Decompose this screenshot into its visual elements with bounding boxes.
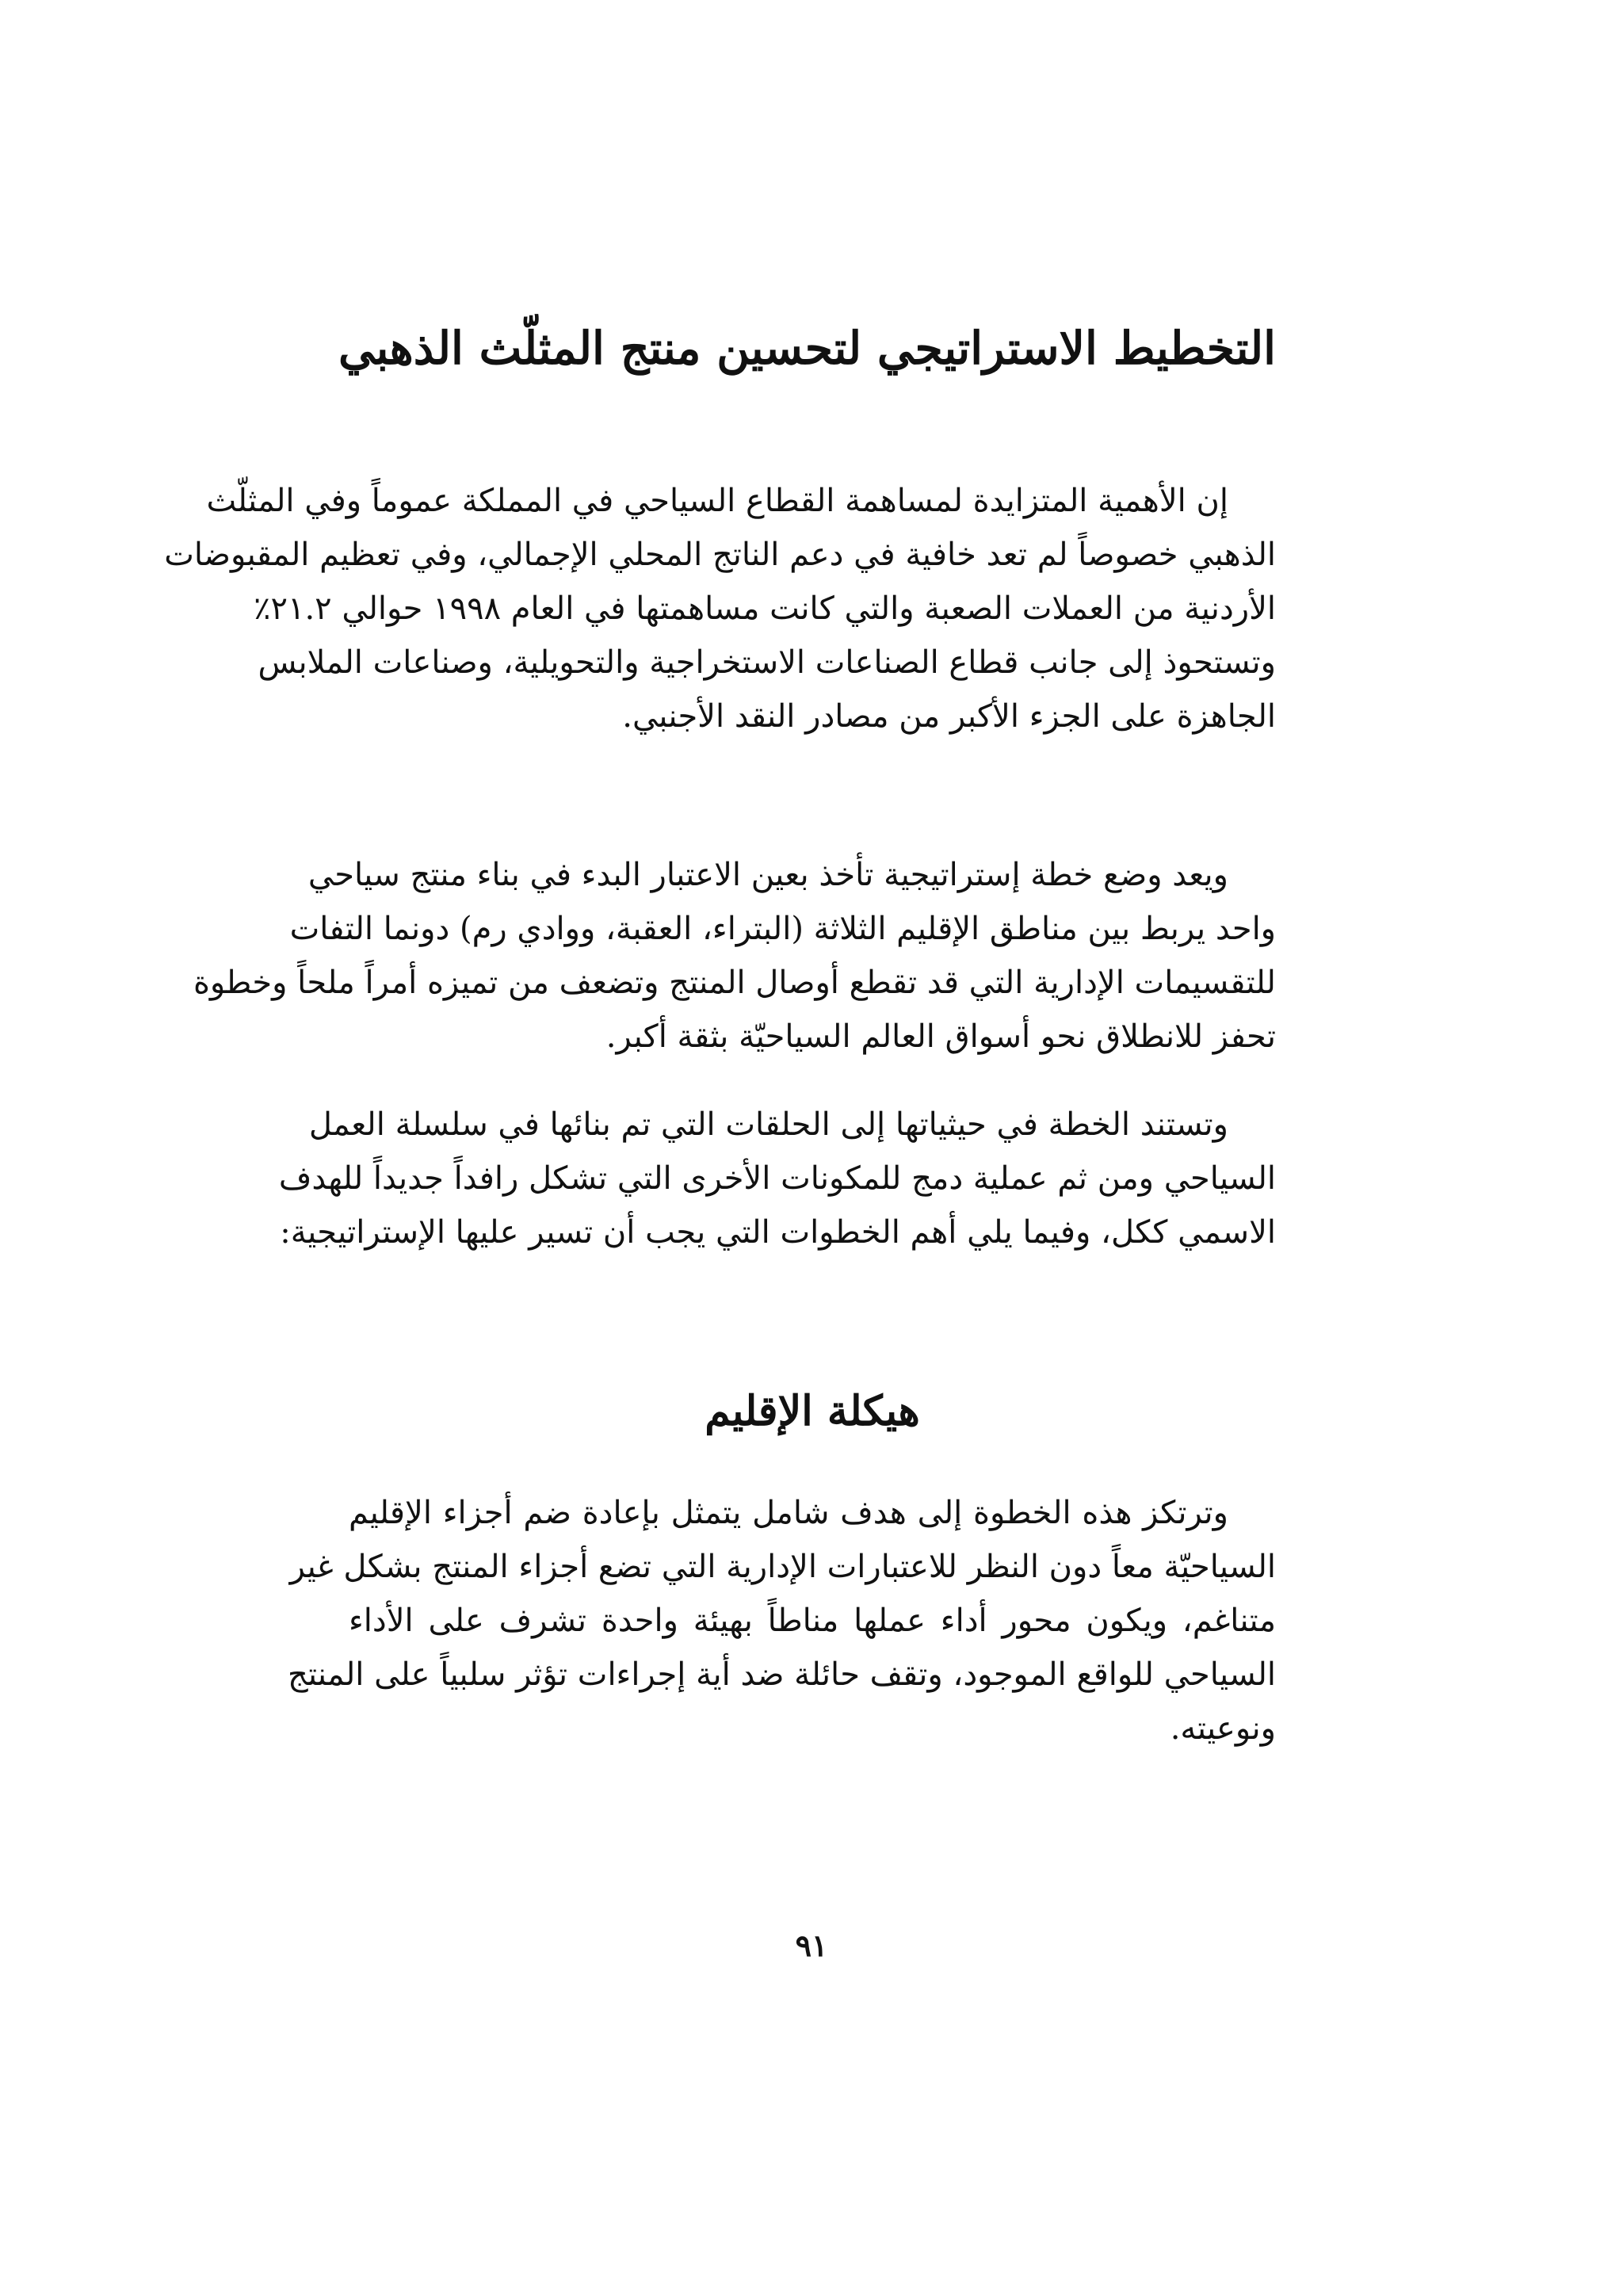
paragraph-line: ونوعيته. — [1170, 1710, 1276, 1747]
paragraph-line: متناغم، ويكون محور أداء عملها مناطاً بهيئة واحدة تشرف على الأداء — [349, 1603, 1276, 1639]
paragraph-tourism-importance — [164, 474, 1276, 743]
paragraph-line: السياحي ومن ثم عملية دمج للمكونات الأخرى التي تشكل رافداً جديداً للهدف — [278, 1160, 1276, 1197]
paragraph-line: الأردنية من العملات الصعبة والتي كانت مساهمتها في العام ١٩٩٨ حوالي ٢١.٢٪ — [253, 590, 1276, 627]
paragraph-line: وترتكز هذه الخطوة إلى هدف شامل يتمثل بإعادة ضم أجزاء الإقليم — [349, 1495, 1228, 1531]
paragraph-line: الاسمي ككل، وفيما يلي أهم الخطوات التي يجب أن تسير عليها الإستراتيجية: — [280, 1214, 1276, 1251]
paragraph-line: ويعد وضع خطة إستراتيجية تأخذ بعين الاعتبار البدء في بناء منتج سياحي — [307, 857, 1228, 893]
paragraph-line: السياحيّة معاً دون النظر للاعتبارات الإدارية التي تضع أجزاء المنتج بشكل غير — [289, 1549, 1276, 1585]
section-heading: هيكلة الإقليم — [705, 1387, 920, 1435]
page-number: ٩١ — [795, 1927, 828, 1963]
paragraph-line: الذهبي خصوصاً لم تعد خافية في دعم الناتج المحلي الإجمالي، وفي تعظيم المقبوضات — [164, 537, 1276, 573]
paragraph-line: الجاهزة على الجزء الأكبر من مصادر النقد الأجنبي. — [622, 698, 1276, 735]
paragraph-line: للتقسيمات الإدارية التي قد تقطع أوصال المنتج وتضعف من تميزه أمراً ملحاً وخطوة — [193, 965, 1276, 1001]
paragraph-strategic-plan — [193, 848, 1276, 1064]
paragraph-line: تحفز للانطلاق نحو أسواق العالم السياحيّة بثقة أكبر. — [605, 1018, 1276, 1055]
paragraph-line: السياحي للواقع الموجود، وتقف حائلة ضد أية إجراءات تؤثر سلبياً على المنتج — [288, 1656, 1276, 1693]
paragraph-plan-basis — [278, 1098, 1276, 1259]
paragraph-line: واحد يربط بين مناطق الإقليم الثلاثة (البتراء، العقبة، ووادي رم) دونما التفات — [289, 911, 1276, 947]
paragraph-region-structure — [288, 1486, 1276, 1755]
page-title: التخطيط الاستراتيجي لتحسين منتج المثلّث الذهبي — [338, 322, 1276, 375]
paragraph-line: وتستحوذ إلى جانب قطاع الصناعات الاستخراجية والتحويلية، وصناعات الملابس — [258, 644, 1276, 681]
paragraph-line: وتستند الخطة في حيثياتها إلى الحلقات التي تم بنائها في سلسلة العمل — [308, 1106, 1228, 1143]
paragraph-line: إن الأهمية المتزايدة لمساهمة القطاع السياحي في المملكة عموماً وفي المثلّث — [206, 483, 1228, 519]
